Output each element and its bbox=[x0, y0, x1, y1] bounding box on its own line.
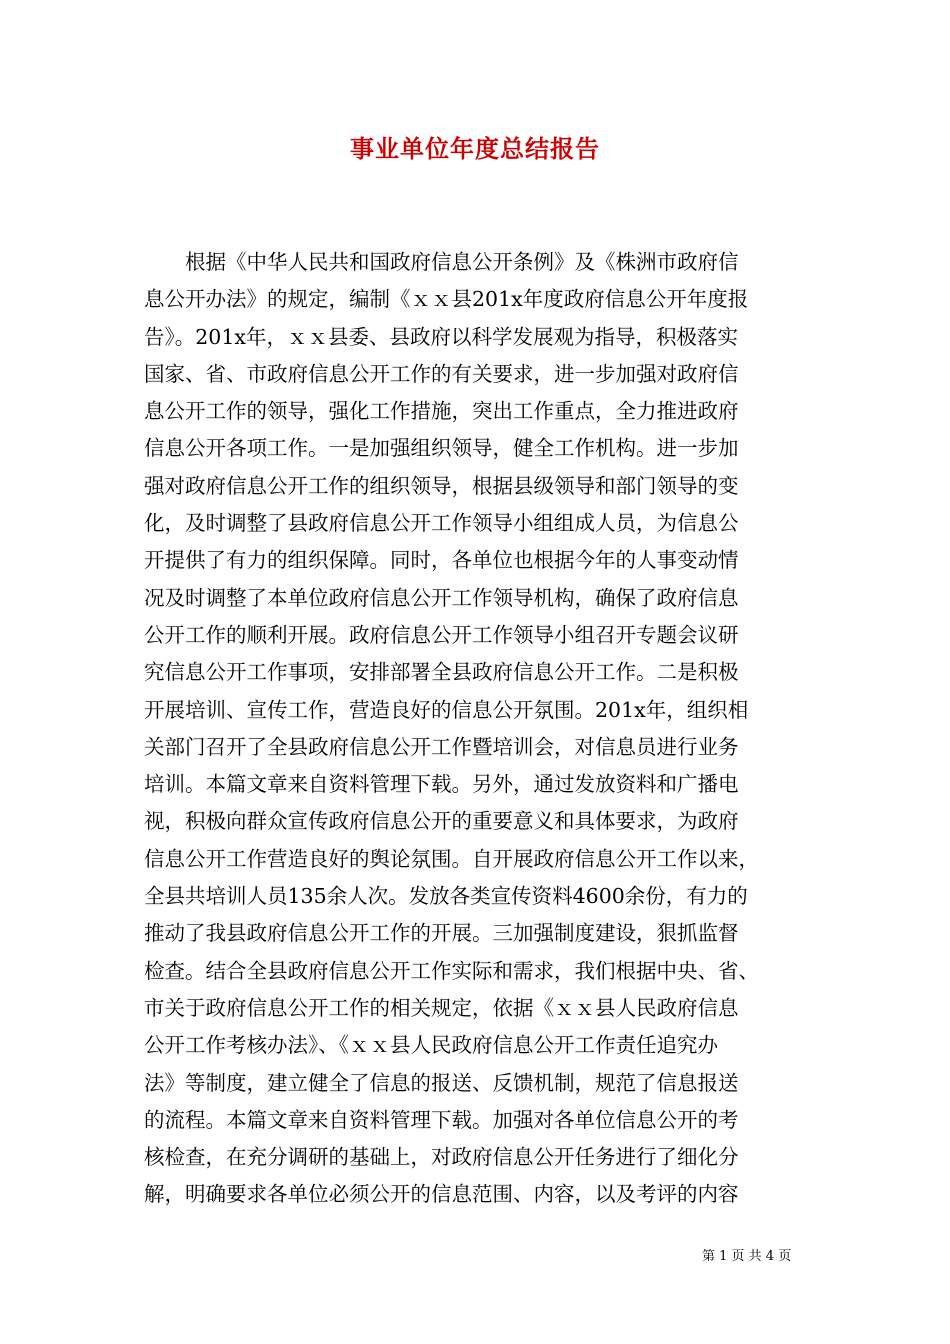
document-title: 事业单位年度总结报告 bbox=[350, 134, 600, 163]
body-line: 信息公开各项工作。一是加强组织领导，健全工作机构。进一步加 bbox=[144, 436, 739, 461]
body-line: 法》等制度，建立健全了信息的报送、反馈机制，规范了信息报送 bbox=[144, 1070, 739, 1095]
body-line: 开展培训、宣传工作，营造良好的信息公开氛围。201x年，组织相 bbox=[144, 697, 749, 722]
body-line: 息公开办法》的规定，编制《ｘｘ县201x年度政府信息公开年度报 bbox=[144, 287, 749, 312]
body-line: 核检查，在充分调研的基础上，对政府信息公开任务进行了细化分 bbox=[144, 1145, 739, 1170]
body-line: 培训。本篇文章来自资料管理下载。另外，通过发放资料和广播电 bbox=[144, 772, 739, 797]
body-line: 推动了我县政府信息公开工作的开展。三加强制度建设，狠抓监督 bbox=[144, 921, 739, 946]
body-line: 根据《中华人民共和国政府信息公开条例》及《株洲市政府信 bbox=[185, 250, 739, 274]
body-line: 开提供了有力的组织保障。同时，各单位也根据今年的人事变动情 bbox=[144, 548, 739, 573]
page-number: 第 1 页 共 4 页 bbox=[702, 1249, 792, 1264]
body-line: 的流程。本篇文章来自资料管理下载。加强对各单位信息公开的考 bbox=[144, 1107, 739, 1132]
body-line: 全县共培训人员135余人次。发放各类宣传资料4600余份，有力的 bbox=[144, 884, 748, 909]
body-line: 化，及时调整了县政府信息公开工作领导小组组成人员，为信息公 bbox=[144, 511, 739, 536]
body-line: 国家、省、市政府信息公开工作的有关要求，进一步加强对政府信 bbox=[144, 361, 739, 386]
body-line: 关部门召开了全县政府信息公开工作暨培训会，对信息员进行业务 bbox=[144, 734, 739, 759]
body-line: 况及时调整了本单位政府信息公开工作领导机构，确保了政府信息 bbox=[144, 585, 739, 610]
body-line: 息公开工作的领导，强化工作措施，突出工作重点，全力推进政府 bbox=[144, 399, 739, 424]
body-line: 强对政府信息公开工作的组织领导，根据县级领导和部门领导的变 bbox=[144, 473, 739, 498]
document-body bbox=[144, 244, 814, 1214]
body-line: 究信息公开工作事项，安排部署全县政府信息公开工作。二是积极 bbox=[144, 660, 739, 685]
body-line: 解，明确要求各单位必须公开的信息范围、内容，以及考评的内容 bbox=[144, 1182, 739, 1207]
body-line: 视，积极向群众宣传政府信息公开的重要意义和具体要求，为政府 bbox=[144, 809, 739, 834]
body-line: 公开工作的顺利开展。政府信息公开工作领导小组召开专题会议研 bbox=[144, 622, 739, 647]
body-line: 告》。201x年，ｘｘ县委、县政府以科学发展观为指导，积极落实 bbox=[144, 324, 738, 349]
body-line: 检查。结合全县政府信息公开工作实际和需求，我们根据中央、省、 bbox=[144, 958, 759, 983]
body-line: 信息公开工作营造良好的舆论氛围。自开展政府信息公开工作以来， bbox=[144, 846, 759, 871]
body-line: 市关于政府信息公开工作的相关规定，依据《ｘｘ县人民政府信息 bbox=[144, 995, 739, 1020]
body-line: 公开工作考核办法》、《ｘｘ县人民政府信息公开工作责任追究办 bbox=[144, 1033, 718, 1058]
